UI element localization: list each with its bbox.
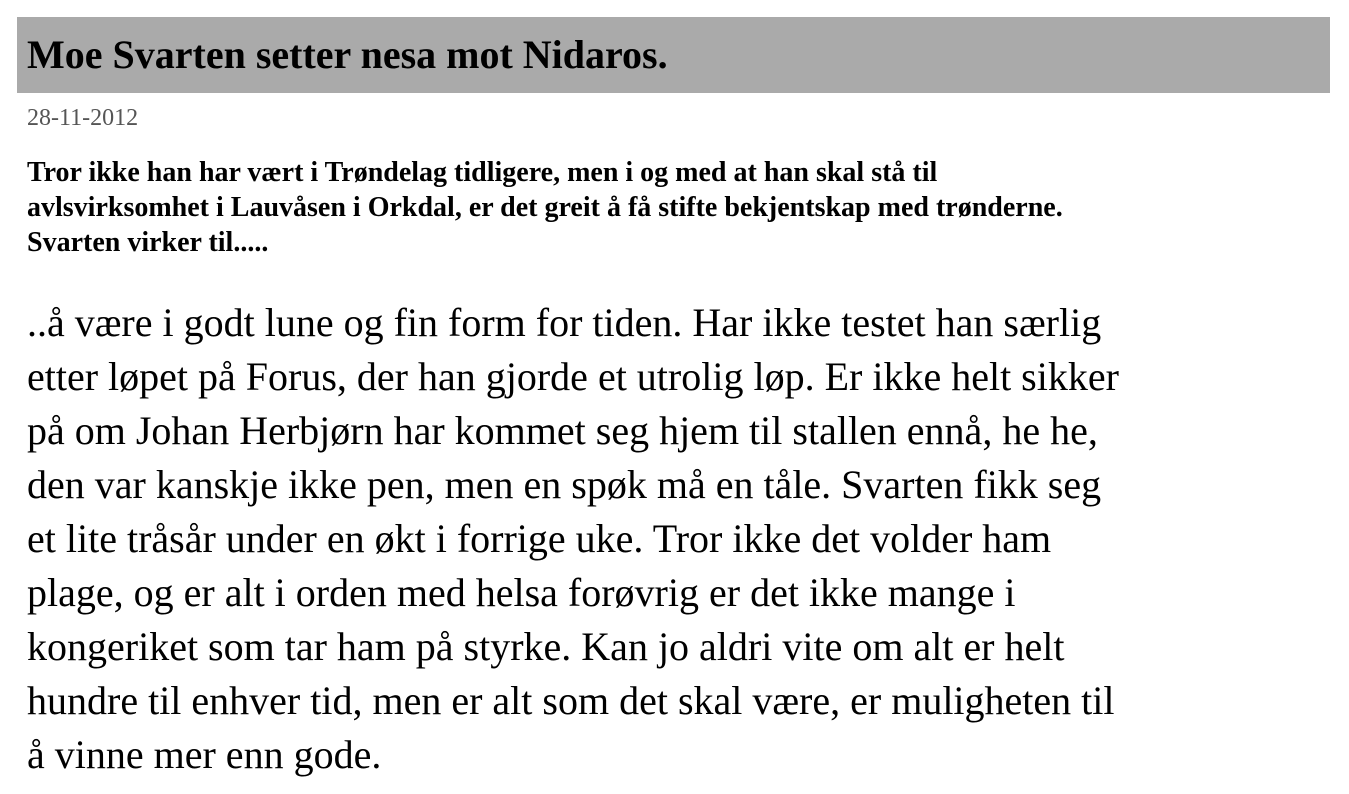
body-line: kongeriket som tar ham på styrke. Kan jo aldri vite om alt er helt: [27, 624, 1065, 669]
body-line: etter løpet på Forus, der han gjorde et utrolig løp. Er ikke helt sikker: [27, 354, 1119, 399]
title-bar: [17, 17, 1330, 93]
body-line: ..å være i godt lune og fin form for tiden. Har ikke testet han særlig: [27, 300, 1102, 345]
article-date: 28-11-2012: [27, 105, 139, 131]
body-line: den var kanskje ikke pen, men en spøk må en tåle. Svarten fikk seg: [27, 462, 1102, 507]
lead-line: Svarten virker til.....: [27, 227, 269, 258]
body-line: plage, og er alt i orden med helsa forøvrig er det ikke mange i: [27, 570, 1016, 615]
body-line: å vinne mer enn gode.: [27, 732, 382, 777]
article-lead: [27, 155, 1327, 260]
article-body: [27, 296, 1332, 782]
body-line: på om Johan Herbjørn har kommet seg hjem til stallen ennå, he he,: [27, 408, 1098, 453]
body-line: hundre til enhver tid, men er alt som det skal være, er muligheten til: [27, 678, 1115, 723]
lead-line: Tror ikke han har vært i Trøndelag tidligere, men i og med at han skal stå til: [27, 157, 938, 188]
body-line: et lite tråsår under en økt i forrige uke. Tror ikke det volder ham: [27, 516, 1052, 561]
lead-line: avlsvirksomhet i Lauvåsen i Orkdal, er det greit å få stifte bekjentskap med trønderne.: [27, 192, 1063, 223]
article-title: Moe Svarten setter nesa mot Nidaros.: [27, 32, 668, 77]
